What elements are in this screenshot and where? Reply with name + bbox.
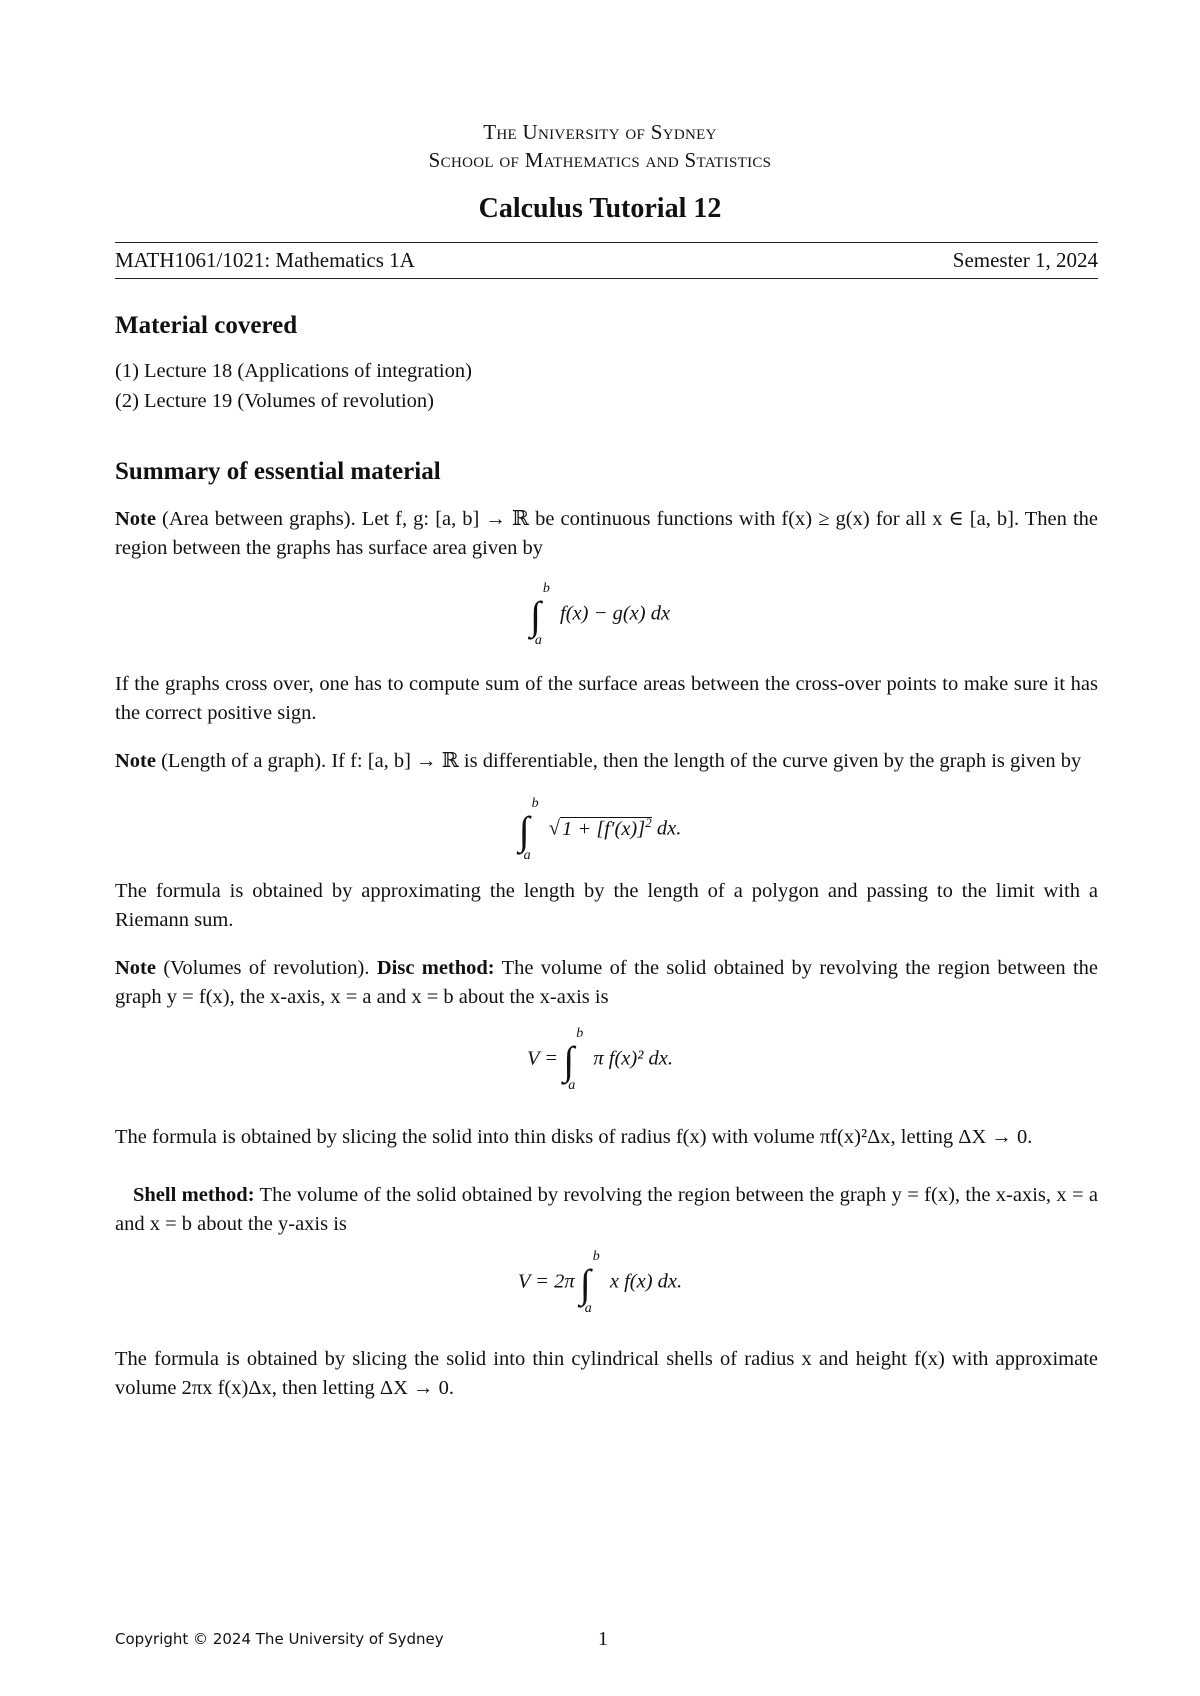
integral-limits: b a: [523, 796, 539, 863]
note-text: Let f, g: [a, b] → ℝ be continuous functions with f(x) ≥ g(x) for all x ∈ [a, b]. Then the region between the graphs has surface area given by: [115, 508, 1099, 559]
note-title: (Volumes of revolution).: [163, 957, 370, 979]
area-note: [115, 505, 1098, 563]
summary-heading: Summary of essential material: [115, 458, 441, 485]
shell-method-note: [115, 1181, 1098, 1239]
integral-sign: ∫: [518, 807, 530, 853]
semester-label: Semester 1, 2024: [952, 248, 1098, 272]
note-text: If f: [a, b] → ℝ is differentiable, then the length of the curve given by the graph is given by: [331, 750, 1082, 772]
differential: dx.: [656, 817, 682, 840]
integrand: f(x) − g(x) dx: [560, 602, 671, 625]
volume-note: [115, 954, 1098, 1012]
length-note: [115, 747, 1098, 776]
page-number: 1: [598, 1628, 608, 1650]
integrand: π f(x)² dx.: [593, 1047, 673, 1070]
material-heading: Material covered: [115, 312, 298, 339]
university-name: The University of Sydney: [483, 120, 717, 144]
integral-limits: b a: [568, 1026, 584, 1093]
note-text: The volume of the solid obtained by revolving the region between the graph y = f(x), the x-axis, x = a and x = b about the y-axis is: [115, 1184, 1098, 1235]
note-label: Note: [115, 957, 156, 979]
copyright-footer: Copyright © 2024 The University of Sydney: [115, 1630, 444, 1648]
note-title: (Length of a graph).: [161, 750, 327, 772]
top-rule: [115, 242, 1098, 243]
note-title: (Area between graphs).: [162, 508, 356, 530]
bottom-rule: [115, 278, 1098, 279]
length-equation: ∫ b a $√1 + [f'(x)]^2$ dx.: [518, 796, 682, 863]
disc-note-continuation: The formula is obtained by slicing the solid into thin disks of radius f(x) with volume πf(x)²Δx, letting ΔX → 0.: [115, 1126, 1033, 1148]
integral-limits: b a: [584, 1249, 600, 1316]
note-label: Note: [115, 508, 156, 530]
area-equation: [0, 581, 1200, 648]
shell-equation: V = 2π ∫ b a x f(x) dx.: [517, 1249, 683, 1316]
shell-method-label: Shell method:: [133, 1184, 255, 1206]
radicand: $1 + [f'(x)]^2$: [562, 814, 652, 840]
note-text: The volume of the solid obtained by revolving the region between the graph y = f(x), the x-axis, x = a and x = b about the x-axis is: [115, 957, 1099, 1008]
document-title: Calculus Tutorial 12: [478, 193, 722, 224]
integral-sign: ∫: [563, 1037, 575, 1083]
material-item: (1) Lecture 18 (Applications of integration): [115, 360, 472, 382]
shell-note-continuation: The formula is obtained by slicing the solid into thin cylindrical shells of radius x and height f(x) with approximate volume 2πx f(x)Δx, then letting ΔX → 0.: [115, 1348, 1098, 1399]
length-note-continuation: The formula is obtained by approximating the length by the length of a polygon and passing to the limit with a Riemann sum.: [115, 880, 1098, 931]
course-info-row: [115, 248, 1098, 273]
course-code: MATH1061/1021: Mathematics 1A: [115, 248, 415, 272]
area-note-continuation: If the graphs cross over, one has to compute sum of the surface areas between the cross-over points to make sure it has the correct positive sign.: [115, 673, 1098, 724]
integral-sign: ∫: [579, 1260, 591, 1306]
material-item: (2) Lecture 19 (Volumes of revolution): [115, 390, 434, 412]
school-name: School of Mathematics and Statistics: [428, 148, 772, 172]
disc-equation: V = ∫ b a π f(x)² dx.: [527, 1026, 673, 1093]
integral-limits: b a: [534, 581, 550, 648]
disc-method-label: Disc method:: [376, 957, 495, 979]
integrand: x f(x) dx.: [609, 1270, 683, 1293]
integral-sign: ∫: [529, 592, 541, 638]
note-label: Note: [115, 750, 156, 772]
